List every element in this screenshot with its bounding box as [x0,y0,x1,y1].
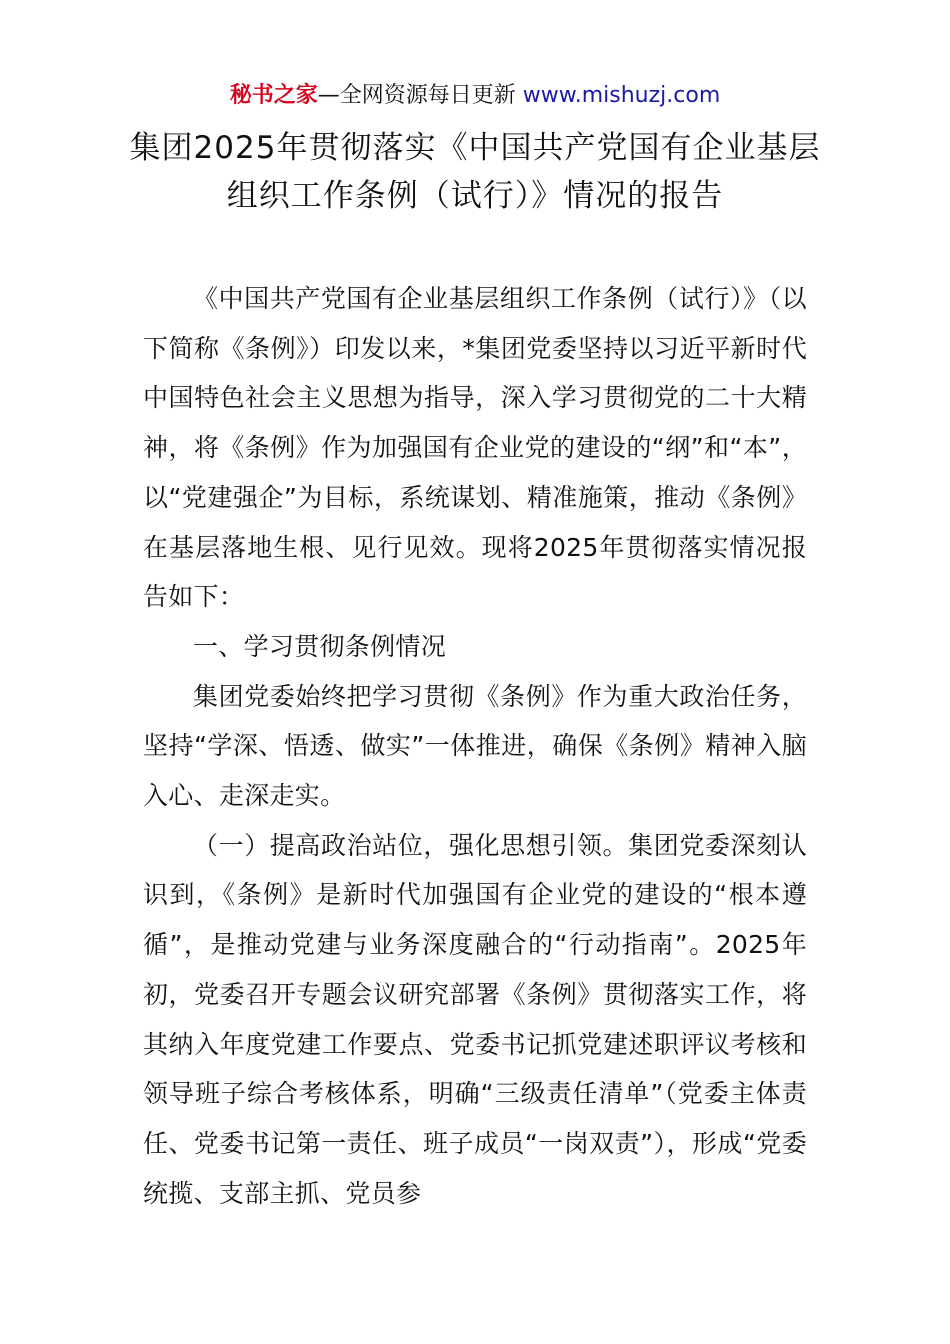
site-tagline: —全网资源每日更新 [317,83,523,108]
paragraph-subsection-1: （一）提高政治站位，强化思想引领。集团党委深刻认识到，《条例》是新时代加强国有企业党的建设的“根本遵循”，是推动党建与业务深度融合的“行动指南”。2025年初，党委召开专题会议研究部署《条例》贯彻落实工作，将其纳入年度党建工作要点、党委书记抓党建述职评议考核和领导班子综合考核体系，明确“三级责任清单”（党委主体责任、党委书记第一责任、班子成员“一岗双责”），形成“党委统揽、支部主抓、党员参 [143,830,807,1208]
document-body [143,274,807,1218]
section-heading-1: 一、学习贯彻条例情况 [193,631,447,661]
site-brand: 秘书之家 [229,83,318,108]
paragraph-intro: 《中国共产党国有企业基层组织工作条例（试行）》（以下简称《条例》）印发以来，*集团党委坚持以习近平新时代中国特色社会主义思想为指导，深入学习贯彻党的二十大精神，将《条例》作为加强国有企业党的建设的“纲”和“本”，以“党建强企”为目标，系统谋划、精准施策，推动《条例》在基层落地生根、见行见效。现将2025年贯彻落实情况报告如下： [143,284,807,612]
site-url-link[interactable]: www.mishuzj.com [522,83,721,108]
document-title: 集团2025年贯彻落实《中国共产党国有企业基层组织工作条例（试行）》情况的报告 [129,130,821,214]
paragraph-section-1: 集团党委始终把学习贯彻《条例》作为重大政治任务，坚持“学深、悟透、做实”一体推进，确保《条例》精神入脑入心、走深走实。 [143,681,807,811]
site-banner [0,80,950,112]
